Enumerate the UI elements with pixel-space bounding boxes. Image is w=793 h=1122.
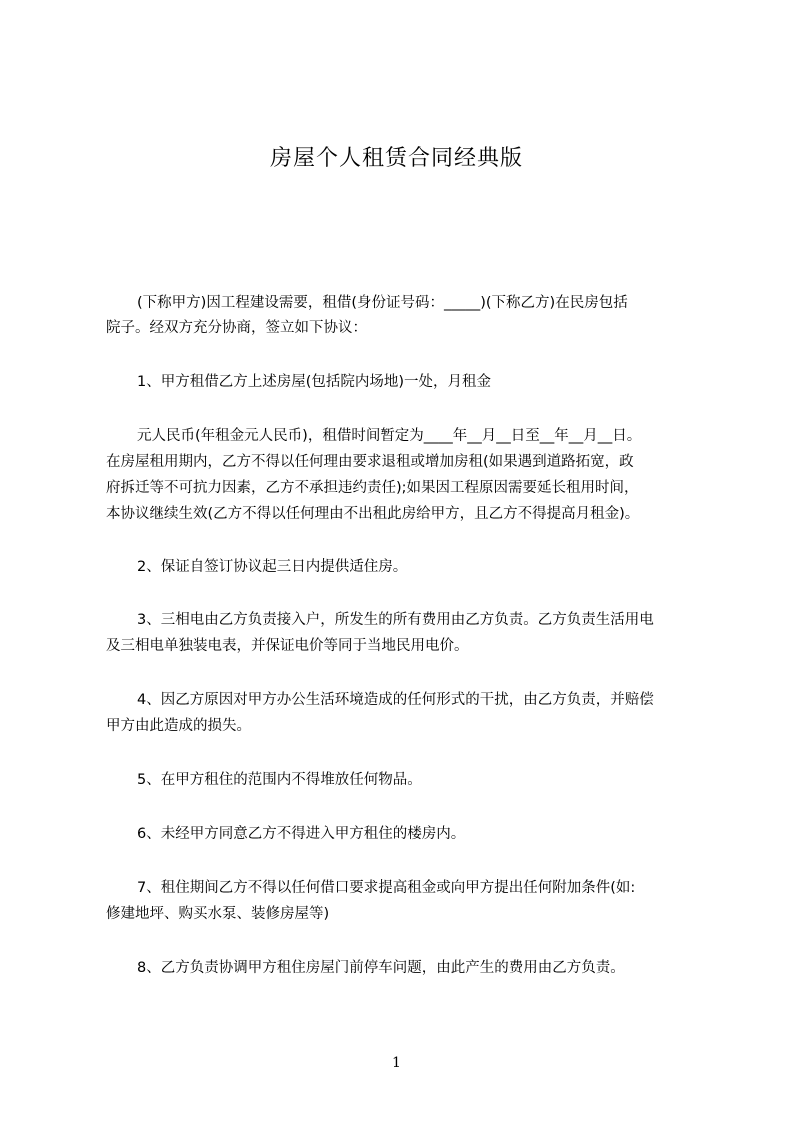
clause-2: 2、保证自签订协议起三日内提供适住房。 [137,559,408,575]
clause-1-line-3: 在房屋租用期内，乙方不得以任何理由要求退租或增加房租(如果遇到道路拓宽，政 [106,454,634,470]
document-title: 房屋个人租赁合同经典版 [269,146,523,171]
clause-1-line-5: 本协议继续生效(乙方不得以任何理由不出租此房给甲方，且乙方不得提高月租金)。 [106,506,640,522]
clause-1-line-4: 府拆迁等不可抗力因素，乙方不承担违约责任);如果因工程原因需要延长租用时间， [106,480,639,496]
clause-8: 8、乙方负责协调甲方租住房屋门前停车问题，由此产生的费用由乙方负责。 [137,960,625,976]
intro-line-2: 院子。经双方充分协商，签立如下协议： [106,320,367,336]
clause-6: 6、未经甲方同意乙方不得进入甲方租住的楼房内。 [137,826,466,842]
clause-7-line-2: 修建地坪、购买水泵、装修房屋等) [106,906,330,922]
intro-line-1: (下称甲方)因工程建设需要，租借(身份证号码：_____)(下称乙方)在民房包括 [137,295,628,311]
clause-4-line-1: 4、因乙方原因对甲方办公生活环境造成的任何形式的干扰，由乙方负责，并赔偿 [137,692,654,708]
clause-1-line-2: 元人民币(年租金元人民币)，租借时间暂定为____年__月__日至__年__月__日。 [137,428,642,444]
clause-5: 5、在甲方租住的范围内不得堆放任何物品。 [137,772,422,788]
clause-3-line-2: 及三相电单独装电表，并保证电价等同于当地民用电价。 [106,638,469,654]
clause-3-line-1: 3、三相电由乙方负责接入户，所发生的所有费用由乙方负责。乙方负责生活用电 [137,612,654,628]
clause-1-line-1: 1、甲方租借乙方上述房屋(包括院内场地)一处，月租金 [137,374,492,390]
clause-7-line-1: 7、租住期间乙方不得以任何借口要求提高租金或向甲方提出任何附加条件(如: [137,880,636,896]
page-number: 1 [392,1055,401,1071]
clause-4-line-2: 甲方由此造成的损失。 [106,718,251,734]
